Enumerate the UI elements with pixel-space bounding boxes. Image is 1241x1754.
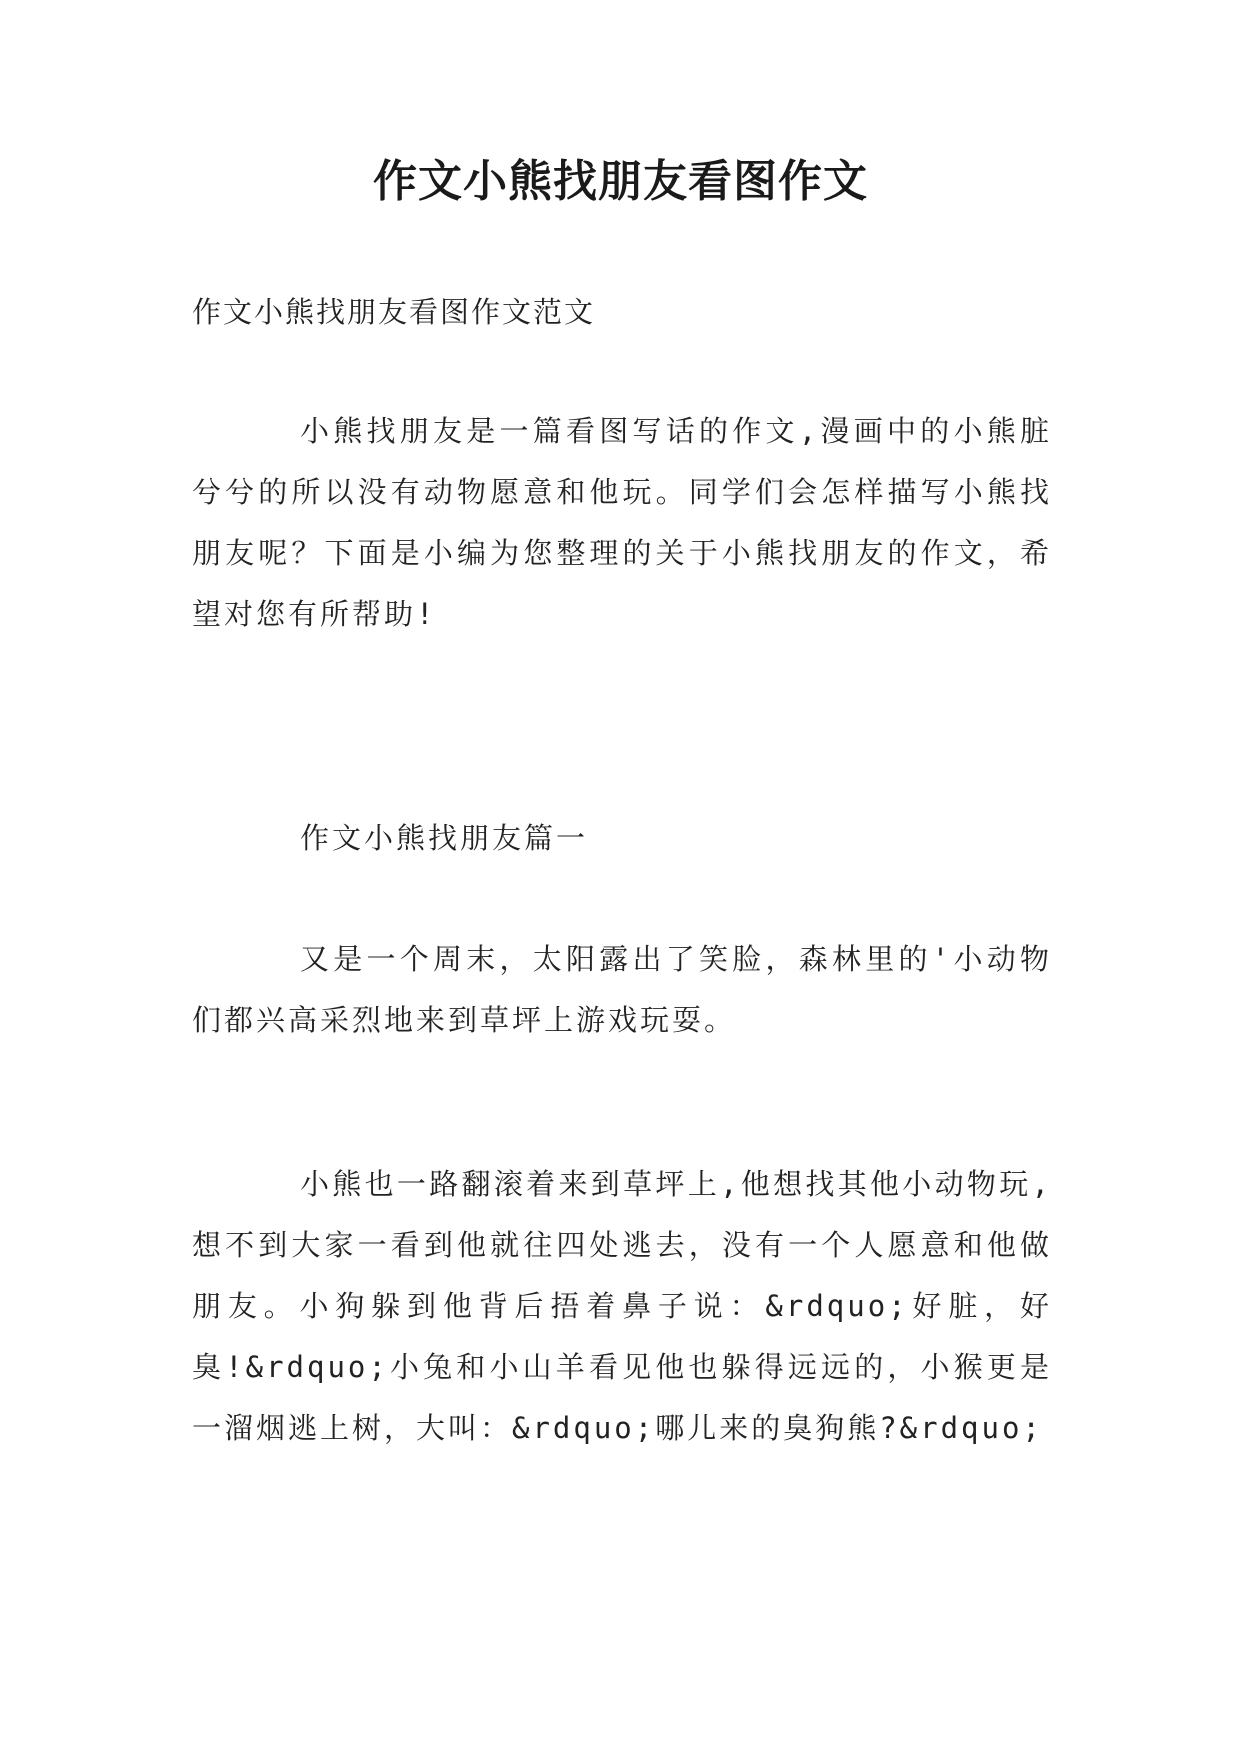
document-subtitle: 作文小熊找朋友看图作文范文 bbox=[192, 295, 596, 329]
section-heading: 作文小熊找朋友篇一 bbox=[300, 821, 589, 855]
intro-paragraph: 小熊找朋友是一篇看图写话的作文,漫画中的小熊脏兮兮的所以没有动物愿意和他玩。同学们会怎样描写小熊找朋友呢？下面是小编为您整理的关于小熊找朋友的作文，希望对您有所帮助! bbox=[192, 414, 1052, 631]
paragraph-one: 又是一个周末，太阳露出了笑脸，森林里的'小动物们都兴高采烈地来到草坪上游戏玩耍。 bbox=[192, 942, 1052, 1037]
paragraph-two: 小熊也一路翻滚着来到草坪上,他想找其他小动物玩,想不到大家一看到他就往四处逃去，没有一个人愿意和他做朋友。小狗躲到他背后捂着鼻子说：&rdquo;好脏，好臭!&rdquo;小兔和小山羊看见他也躲得远远的，小猴更是一溜烟逃上树，大叫：&rdquo;哪儿来的臭狗熊?&rdquo; bbox=[192, 1167, 1052, 1445]
document-title: 作文小熊找朋友看图作文 bbox=[373, 156, 868, 207]
